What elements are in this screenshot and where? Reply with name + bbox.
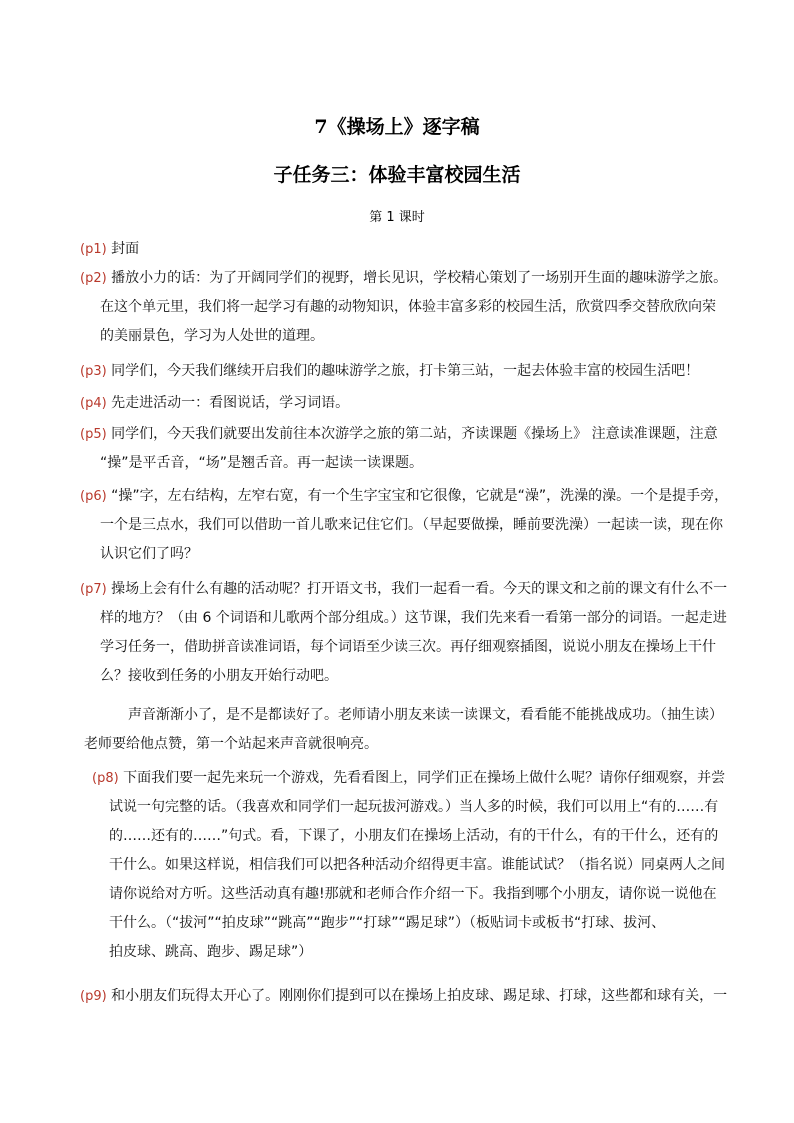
paragraph-line: 声音渐渐小了，是不是都读好了。老师请小朋友来读一读课文，看看能不能挑战成功。（抽生读） <box>128 707 723 723</box>
paragraph-line: 请你说给对方听。这些活动真有趣!那就和老师合作介绍一下。我指到哪个小朋友，请你说一说他在 <box>109 886 717 902</box>
paragraph-text: 和小朋友们玩得太开心了。刚刚你们提到可以在操场上拍皮球、踢足球、打球，这些都和球有关，一 <box>111 988 728 1004</box>
paragraph-text: 同学们，今天我们继续开启我们的趣味游学之旅，打卡第三站，一起去体验丰富的校园生活吧！ <box>111 363 700 379</box>
paragraph-text: “操”字，左右结构，左窄右宽，有一个生字宝宝和它很像，它就是“澡”，洗澡的澡。一个是提手旁， <box>111 488 729 504</box>
paragraph-text: 下面我们要一起先来玩一个游戏，先看看图上，同学们正在操场上做什么呢？请你仔细观察，并尝 <box>123 770 726 786</box>
paragraph-tag: (p1) <box>80 242 107 257</box>
paragraph-text: 先走进活动一：看图说话，学习词语。 <box>111 395 350 411</box>
paragraph-line: 么？接收到任务的小朋友开始行动吧。 <box>100 668 338 684</box>
paragraph-p1 <box>80 235 730 264</box>
paragraph-tag: (p2) <box>80 271 107 286</box>
paragraph-line: 的……还有的……”句式。看，下课了，小朋友们在操场上活动，有的干什么，有的干什么，还有的 <box>109 828 719 844</box>
paragraph-tag: (p4) <box>80 396 107 411</box>
paragraph-p5 <box>80 420 730 478</box>
paragraph-line: 一个是三点水，我们可以借助一首儿歌来记住它们。（早起要做操，睡前要洗澡）一起读一读，现在你 <box>100 517 723 533</box>
paragraph-line: “操”是平舌音，“场”是翘舌音。再一起读一读课题。 <box>100 455 424 471</box>
paragraph-line: 干什么。（“拔河”“拍皮球”“跳高”“跑步”“打球”“踢足球”）（板贴词卡或板书“打球、拔河、 <box>109 915 666 931</box>
paragraph-p6 <box>80 482 730 569</box>
paragraph-text: 操场上会有什么有趣的活动呢？打开语文书，我们一起看一看。今天的课文和之前的课文有什么不一 <box>111 581 728 597</box>
paragraph-line: 拍皮球、跳高、跑步、踢足球”） <box>109 944 313 960</box>
paragraph-line: 的美丽景色，学习为人处世的道理。 <box>100 328 324 344</box>
paragraph-text: 同学们，今天我们就要出发前往本次游学之旅的第二站，齐读课题《操场上》 注意读准课题，注意 <box>111 426 718 442</box>
paragraph-p4 <box>80 389 730 418</box>
paragraph-line: 老师要给他点赞，第一个站起来声音就很响亮。 <box>84 736 378 752</box>
paragraph-tag: (p8) <box>92 771 119 786</box>
paragraph-free <box>84 701 734 759</box>
paragraph-tag: (p3) <box>80 364 107 379</box>
paragraph-text: 播放小力的话：为了开阔同学们的视野，增长见识，学校精心策划了一场别开生面的趣味游学之旅。 <box>111 270 728 286</box>
paragraph-line: 干什么。如果这样说，相信我们可以把各种活动介绍得更丰富。谁能试试？（指名说）同桌两人之间 <box>109 857 725 873</box>
paragraph-line: 试说一句完整的话。（我喜欢和同学们一起玩拔河游戏。）当人多的时候，我们可以用上“有的……有 <box>109 799 719 815</box>
document-title: 7《操场上》逐字稿 <box>314 116 480 138</box>
paragraph-line: 在这个单元里，我们将一起学习有趣的动物知识，体验丰富多彩的校园生活，欣赏四季交替欣欣向荣 <box>100 299 716 315</box>
paragraph-p9 <box>80 982 730 1011</box>
paragraph-p2 <box>80 264 730 351</box>
paragraph-p3 <box>80 357 730 386</box>
paragraph-tag: (p5) <box>80 427 107 442</box>
paragraph-tag: (p9) <box>80 989 107 1004</box>
lesson-label: 第 1 课时 <box>369 210 425 225</box>
paragraph-line: 样的地方？（由 6 个词语和儿歌两个部分组成。）这节课，我们先来看一看第一部分的词语。一起走进 <box>100 610 727 626</box>
paragraph-line: 认识它们了吗？ <box>100 546 198 562</box>
document-subtitle: 子任务三：体验丰富校园生活 <box>273 164 521 186</box>
paragraph-text: 封面 <box>111 241 140 257</box>
paragraph-tag: (p7) <box>80 582 107 597</box>
paragraph-tag: (p6) <box>80 489 107 504</box>
paragraph-line: 学习任务一，借助拼音读准词语，每个词语至少读三次。再仔细观察插图，说说小朋友在操场上干什 <box>100 639 716 655</box>
paragraph-p7 <box>80 575 730 691</box>
paragraph-p8 <box>92 764 732 967</box>
